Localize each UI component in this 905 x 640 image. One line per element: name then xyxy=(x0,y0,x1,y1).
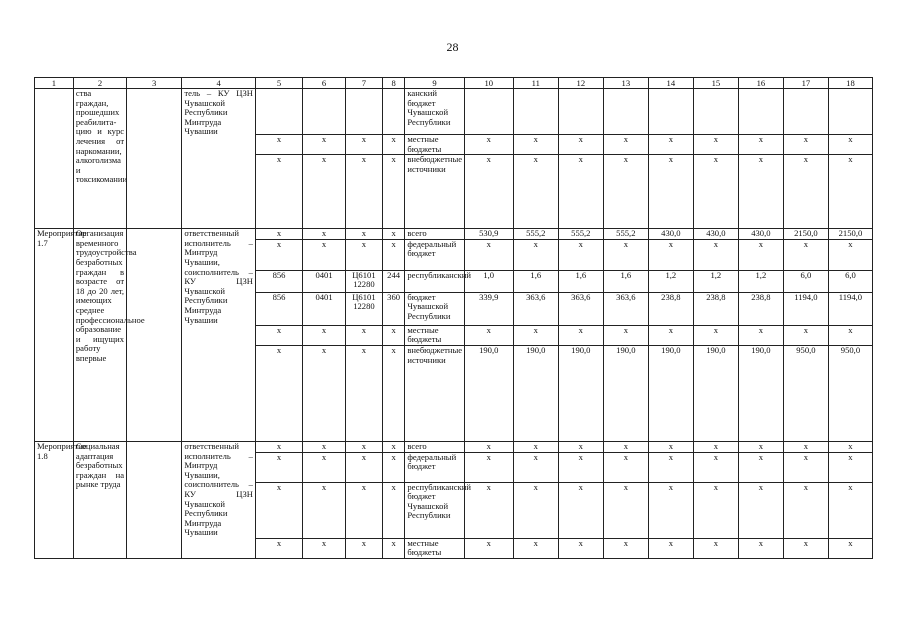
cell: x xyxy=(648,482,693,538)
executor-cell: ответственный исполнитель – Минтруд Чувашии, соисполнитель – КУ ЦЗН Чувашской Республики Минтруда Чувашии xyxy=(182,441,256,558)
cell xyxy=(693,89,738,135)
cell: x xyxy=(255,441,302,452)
program-table xyxy=(34,77,873,559)
cell xyxy=(382,89,405,135)
cell: x xyxy=(346,441,383,452)
source-cell: бюджет Чувашской Республики xyxy=(405,292,464,325)
cell: 430,0 xyxy=(738,229,783,240)
cell: 363,6 xyxy=(603,292,648,325)
cell: 530,9 xyxy=(464,229,513,240)
col-header: 1 xyxy=(35,78,74,89)
cell: x xyxy=(783,155,828,229)
cell: 339,9 xyxy=(464,292,513,325)
cell: x xyxy=(738,135,783,155)
cell: 555,2 xyxy=(513,229,558,240)
source-cell: федеральный бюджет xyxy=(405,239,464,270)
cell: x xyxy=(464,538,513,558)
cell: 2150,0 xyxy=(783,229,828,240)
cell: 238,8 xyxy=(738,292,783,325)
cell xyxy=(648,89,693,135)
cell: x xyxy=(255,538,302,558)
measure-name-cell: Социальная адаптация безработных граждан на рынке труда xyxy=(73,441,126,558)
cell: x xyxy=(558,155,603,229)
cell: x xyxy=(303,229,346,240)
cell: x xyxy=(382,345,405,441)
cell: x xyxy=(828,155,872,229)
col-header: 9 xyxy=(405,78,464,89)
cell: x xyxy=(738,325,783,345)
cell: x xyxy=(464,441,513,452)
measure-name-cell: Организация временного трудоустройства безработных граждан в возрасте от 18 до 20 лет, имеющих среднее профессиональное образование и ищущих работу впервые xyxy=(73,229,126,442)
executor-cell: тель – КУ ЦЗН Чувашской Республики Минтруда Чувашии xyxy=(182,89,256,229)
cell: x xyxy=(513,325,558,345)
cell: x xyxy=(382,155,405,229)
cell: 1194,0 xyxy=(783,292,828,325)
col-header: 16 xyxy=(738,78,783,89)
measure-label-cell: Мероприятие 1.7 xyxy=(35,229,74,442)
cell: x xyxy=(464,482,513,538)
source-cell: местные бюджеты xyxy=(405,325,464,345)
cell: x xyxy=(603,538,648,558)
cell: x xyxy=(693,452,738,482)
source-cell: внебюджетные источники xyxy=(405,345,464,441)
cell: x xyxy=(828,482,872,538)
cell: x xyxy=(513,239,558,270)
cell: 555,2 xyxy=(603,229,648,240)
cell: x xyxy=(648,538,693,558)
cell: x xyxy=(255,482,302,538)
cell: 363,6 xyxy=(558,292,603,325)
cell: 0401 xyxy=(303,292,346,325)
cell: x xyxy=(558,441,603,452)
source-cell: республиканский xyxy=(405,270,464,292)
cell: x xyxy=(382,538,405,558)
cell: x xyxy=(693,441,738,452)
cell: 1194,0 xyxy=(828,292,872,325)
cell: x xyxy=(648,239,693,270)
cell: x xyxy=(558,482,603,538)
cell: x xyxy=(693,325,738,345)
cell: x xyxy=(783,538,828,558)
cell: x xyxy=(783,325,828,345)
cell: 1,2 xyxy=(693,270,738,292)
cell: x xyxy=(783,452,828,482)
cell xyxy=(738,89,783,135)
empty-cell xyxy=(127,89,182,229)
cell: x xyxy=(346,345,383,441)
cell: x xyxy=(464,239,513,270)
cell: 430,0 xyxy=(648,229,693,240)
col-header: 3 xyxy=(127,78,182,89)
cell: x xyxy=(693,538,738,558)
cell: x xyxy=(303,452,346,482)
cell: 430,0 xyxy=(693,229,738,240)
measure-label-cell xyxy=(35,89,74,229)
cell: x xyxy=(346,135,383,155)
cell: x xyxy=(603,482,648,538)
cell: 244 xyxy=(382,270,405,292)
cell: x xyxy=(828,325,872,345)
source-cell: местные бюджеты xyxy=(405,135,464,155)
cell xyxy=(783,89,828,135)
cell: x xyxy=(382,482,405,538)
empty-cell xyxy=(127,229,182,442)
cell: x xyxy=(464,325,513,345)
cell: x xyxy=(255,135,302,155)
cell: x xyxy=(648,135,693,155)
cell: x xyxy=(513,155,558,229)
cell: x xyxy=(346,155,383,229)
source-cell: местные бюджеты xyxy=(405,538,464,558)
cell: x xyxy=(828,135,872,155)
cell xyxy=(513,89,558,135)
source-cell: федеральный бюджет xyxy=(405,452,464,482)
cell: x xyxy=(513,135,558,155)
cell: Ц6101 12280 xyxy=(346,292,383,325)
cell: x xyxy=(382,452,405,482)
cell: x xyxy=(783,135,828,155)
cell xyxy=(828,89,872,135)
cell: x xyxy=(303,155,346,229)
source-cell: республиканский бюджет Чувашской Республики xyxy=(405,482,464,538)
cell: 190,0 xyxy=(693,345,738,441)
cell: 6,0 xyxy=(828,270,872,292)
cell: x xyxy=(382,229,405,240)
cell: x xyxy=(603,441,648,452)
cell: x xyxy=(346,452,383,482)
cell: 1,0 xyxy=(464,270,513,292)
cell: Ц6101 12280 xyxy=(346,270,383,292)
cell: x xyxy=(738,441,783,452)
cell: x xyxy=(303,135,346,155)
cell: 363,6 xyxy=(513,292,558,325)
col-header: 12 xyxy=(558,78,603,89)
col-header: 11 xyxy=(513,78,558,89)
cell xyxy=(558,89,603,135)
cell: x xyxy=(558,135,603,155)
cell: x xyxy=(783,441,828,452)
col-header: 7 xyxy=(346,78,383,89)
cell: x xyxy=(783,482,828,538)
cell xyxy=(255,89,302,135)
cell xyxy=(603,89,648,135)
cell: x xyxy=(255,345,302,441)
col-header: 8 xyxy=(382,78,405,89)
cell: x xyxy=(303,239,346,270)
cell: x xyxy=(603,452,648,482)
empty-cell xyxy=(127,441,182,558)
cell: x xyxy=(255,229,302,240)
col-header: 6 xyxy=(303,78,346,89)
col-header: 13 xyxy=(603,78,648,89)
cell: x xyxy=(513,482,558,538)
cell: x xyxy=(464,155,513,229)
cell: x xyxy=(558,538,603,558)
source-cell: всего xyxy=(405,441,464,452)
cell: x xyxy=(828,441,872,452)
col-header: 14 xyxy=(648,78,693,89)
cell: 1,6 xyxy=(513,270,558,292)
source-cell: канский бюджет Чувашской Республики xyxy=(405,89,464,135)
cell: x xyxy=(693,155,738,229)
cell: x xyxy=(513,452,558,482)
cell: 190,0 xyxy=(513,345,558,441)
source-cell: всего xyxy=(405,229,464,240)
cell: x xyxy=(783,239,828,270)
cell: x xyxy=(693,239,738,270)
col-header: 4 xyxy=(182,78,256,89)
cell: 1,2 xyxy=(648,270,693,292)
table-row xyxy=(35,89,873,135)
cell: 190,0 xyxy=(648,345,693,441)
col-header: 5 xyxy=(255,78,302,89)
cell: x xyxy=(738,452,783,482)
cell: x xyxy=(828,452,872,482)
col-header: 10 xyxy=(464,78,513,89)
cell: 856 xyxy=(255,292,302,325)
cell: 1,6 xyxy=(558,270,603,292)
cell: x xyxy=(303,538,346,558)
cell: x xyxy=(558,325,603,345)
cell: x xyxy=(603,135,648,155)
cell: x xyxy=(513,441,558,452)
cell xyxy=(303,89,346,135)
cell: x xyxy=(382,325,405,345)
cell: x xyxy=(382,135,405,155)
cell: x xyxy=(346,325,383,345)
cell: x xyxy=(648,325,693,345)
cell: x xyxy=(513,538,558,558)
cell: 856 xyxy=(255,270,302,292)
cell: x xyxy=(346,482,383,538)
header-row xyxy=(35,78,873,89)
col-header: 18 xyxy=(828,78,872,89)
table-row xyxy=(35,441,873,452)
cell: x xyxy=(303,325,346,345)
cell: 1,6 xyxy=(603,270,648,292)
cell: x xyxy=(738,482,783,538)
cell: 190,0 xyxy=(738,345,783,441)
cell: 190,0 xyxy=(558,345,603,441)
cell: x xyxy=(303,441,346,452)
source-cell: внебюджетные источники xyxy=(405,155,464,229)
cell: x xyxy=(464,135,513,155)
cell: 0401 xyxy=(303,270,346,292)
cell: x xyxy=(464,452,513,482)
cell: 238,8 xyxy=(648,292,693,325)
cell: 190,0 xyxy=(603,345,648,441)
cell: 360 xyxy=(382,292,405,325)
cell: 1,2 xyxy=(738,270,783,292)
cell: 555,2 xyxy=(558,229,603,240)
cell: x xyxy=(255,155,302,229)
cell xyxy=(464,89,513,135)
cell: x xyxy=(558,452,603,482)
cell: 2150,0 xyxy=(828,229,872,240)
cell: x xyxy=(603,325,648,345)
cell: 190,0 xyxy=(464,345,513,441)
col-header: 2 xyxy=(73,78,126,89)
cell: x xyxy=(603,239,648,270)
cell: x xyxy=(693,482,738,538)
cell: x xyxy=(255,452,302,482)
cell: x xyxy=(603,155,648,229)
col-header: 15 xyxy=(693,78,738,89)
col-header: 17 xyxy=(783,78,828,89)
cell: 950,0 xyxy=(783,345,828,441)
cell: x xyxy=(828,538,872,558)
cell: x xyxy=(558,239,603,270)
page-number: 28 xyxy=(446,40,459,54)
measure-name-cell: ства граждан, прошедших реабилита-цию и курс лечения от наркомании, алкоголизма и токсикомании xyxy=(73,89,126,229)
cell: x xyxy=(738,538,783,558)
cell: x xyxy=(828,239,872,270)
cell: x xyxy=(648,155,693,229)
cell: 238,8 xyxy=(693,292,738,325)
cell: x xyxy=(382,441,405,452)
cell: x xyxy=(255,325,302,345)
cell: 950,0 xyxy=(828,345,872,441)
cell: x xyxy=(303,482,346,538)
cell: x xyxy=(346,229,383,240)
cell: x xyxy=(648,441,693,452)
cell: x xyxy=(346,239,383,270)
cell: x xyxy=(648,452,693,482)
cell: x xyxy=(303,345,346,441)
cell: x xyxy=(346,538,383,558)
cell: x xyxy=(738,155,783,229)
measure-label-cell: Мероприятие 1.8 xyxy=(35,441,74,558)
table-row xyxy=(35,229,873,240)
cell: x xyxy=(382,239,405,270)
cell: 6,0 xyxy=(783,270,828,292)
cell: x xyxy=(693,135,738,155)
cell xyxy=(346,89,383,135)
cell: x xyxy=(738,239,783,270)
executor-cell: ответственный исполнитель – Минтруд Чувашии, соисполнитель – КУ ЦЗН Чувашской Республики Минтруда Чувашии xyxy=(182,229,256,442)
cell: x xyxy=(255,239,302,270)
